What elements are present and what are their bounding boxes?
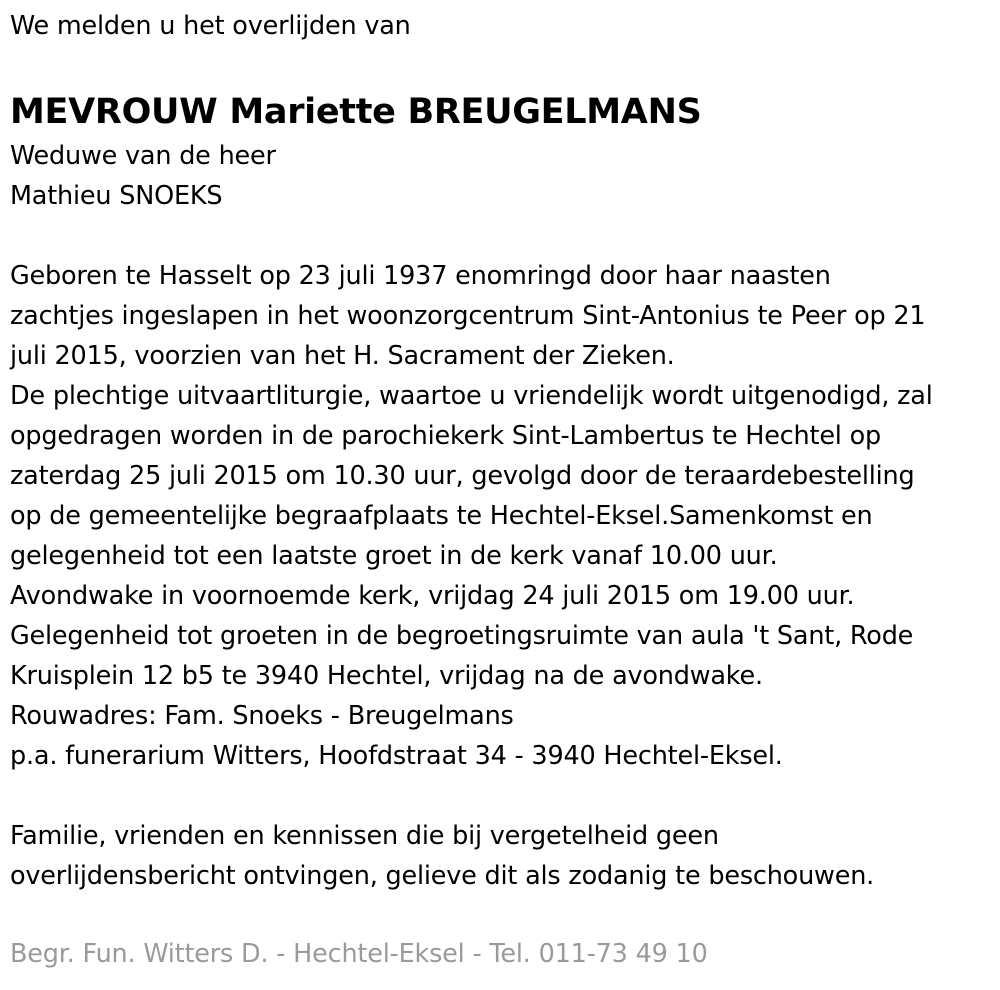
funeral-home-footer: Begr. Fun. Witters D. - Hechtel-Eksel - Tel. 011-73 49 10 [10,939,708,969]
intro-text: We melden u het overlijden van [10,11,411,41]
body-line: Kruisplein 12 b5 te 3940 Hechtel, vrijdag na de avondwake. [10,661,763,691]
body-line: opgedragen worden in de parochiekerk Sint-Lambertus te Hechtel op [10,421,881,451]
body-line: Rouwadres: Fam. Snoeks - Breugelmans [10,701,514,731]
body-line: De plechtige uitvaartliturgie, waartoe u vriendelijk wordt uitgenodigd, zal [10,381,933,411]
closing-text [10,816,995,896]
body-line: Geboren te Hasselt op 23 juli 1937 enomringd door haar naasten [10,261,831,291]
body-line: gelegenheid tot een laatste groet in de kerk vanaf 10.00 uur. [10,541,778,571]
body-text [10,256,995,776]
spouse-line: Mathieu SNOEKS [10,181,223,211]
body-line: zaterdag 25 juli 2015 om 10.30 uur, gevolgd door de teraardebestelling [10,461,915,491]
body-line: Gelegenheid tot groeten in de begroetingsruimte van aula 't Sant, Rode [10,621,914,651]
body-line: zachtjes ingeslapen in het woonzorgcentrum Sint-Antonius te Peer op 21 [10,301,926,331]
body-line: juli 2015, voorzien van het H. Sacrament der Zieken. [10,341,675,371]
closing-line: Familie, vrienden en kennissen die bij vergetelheid geen [10,821,719,851]
spouse-line: Weduwe van de heer [10,141,276,171]
spouse-block [10,136,995,216]
body-line: p.a. funerarium Witters, Hoofdstraat 34 - 3940 Hechtel-Eksel. [10,741,783,771]
closing-line: overlijdensbericht ontvingen, gelieve dit als zodanig te beschouwen. [10,861,875,891]
body-line: Avondwake in voornoemde kerk, vrijdag 24 juli 2015 om 19.00 uur. [10,581,855,611]
body-line: op de gemeentelijke begraafplaats te Hechtel-Eksel.Samenkomst en [10,501,873,531]
death-notice [10,0,995,896]
spacer [10,216,995,256]
spacer [10,776,995,816]
deceased-name: MEVROUW Mariette BREUGELMANS [10,92,702,132]
